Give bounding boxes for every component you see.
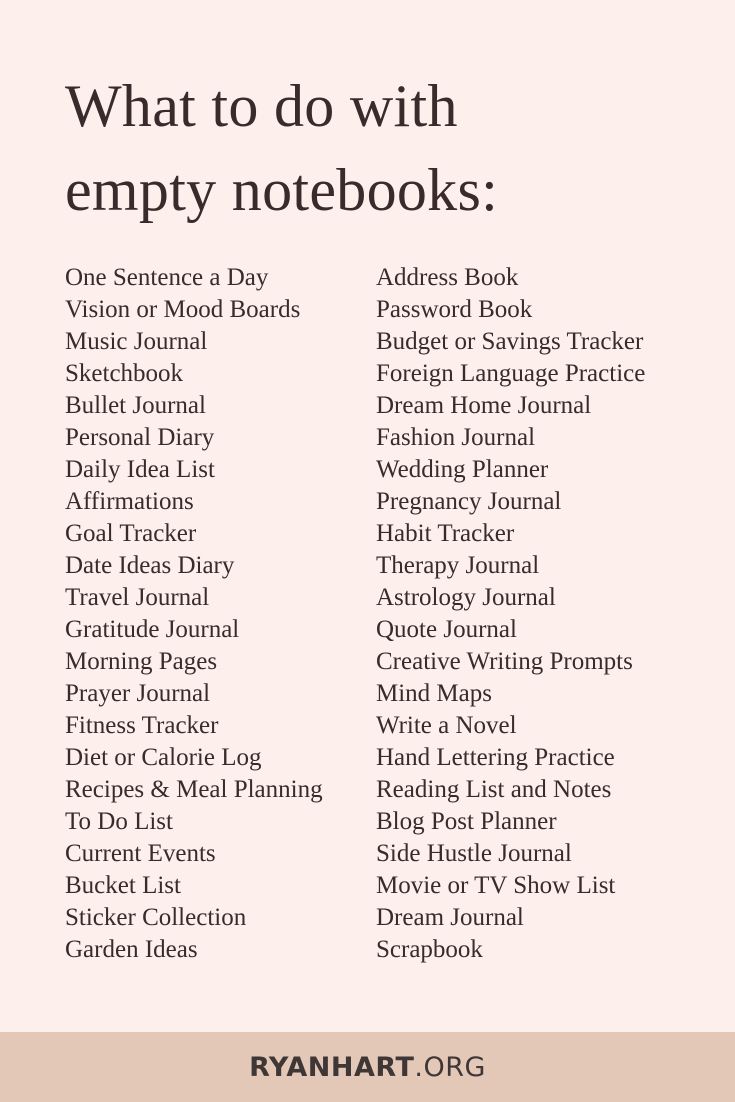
list-item: Budget or Savings Tracker [376,328,644,355]
list-item: Dream Journal [376,904,524,931]
list-item: Sticker Collection [65,904,247,931]
list-item: Bucket List [65,872,181,899]
list-item: Vision or Mood Boards [65,296,301,323]
list-item: Fashion Journal [376,424,536,451]
list-item: Blog Post Planner [376,808,557,835]
list-item: Therapy Journal [376,552,540,579]
list-item: Morning Pages [65,648,218,675]
list-item: Current Events [65,840,216,867]
list-item: Quote Journal [376,616,517,643]
list-item: Diet or Calorie Log [65,744,262,771]
list-item: One Sentence a Day [65,264,269,291]
list-item: Daily Idea List [65,456,215,483]
list-item: Address Book [376,264,519,291]
list-item: Recipes & Meal Planning [65,776,323,803]
list-item: Astrology Journal [376,584,556,611]
list-item: Hand Lettering Practice [376,744,615,771]
list-item: Creative Writing Prompts [376,648,633,675]
list-item: Sketchbook [65,360,184,387]
list-item: Password Book [376,296,533,323]
title-line-2: empty notebooks: [65,157,499,223]
list-item: Reading List and Notes [376,776,612,803]
list-item: Foreign Language Practice [376,360,646,387]
left-column-list [65,262,323,966]
list-item: Bullet Journal [65,392,206,419]
footer-tld: .ORG [414,1051,486,1083]
list-item: Wedding Planner [376,456,549,483]
list-item: Mind Maps [376,680,492,707]
list-item: Garden Ideas [65,936,198,963]
list-item: Gratitude Journal [65,616,240,643]
footer-brand: RYANHART [249,1051,415,1083]
page-title [65,64,705,232]
list-item: Habit Tracker [376,520,515,547]
right-column-list [376,262,645,966]
list-item: Scrapbook [376,936,483,963]
list-item: Affirmations [65,488,194,515]
list-item: Dream Home Journal [376,392,592,419]
list-item: Fitness Tracker [65,712,219,739]
list-item: Prayer Journal [65,680,211,707]
list-item: Personal Diary [65,424,215,451]
list-item: Movie or TV Show List [376,872,616,899]
title-line-1: What to do with [65,73,458,139]
list-item: Side Hustle Journal [376,840,572,867]
footer-banner [0,1032,735,1102]
list-item: Travel Journal [65,584,210,611]
list-item: Write a Novel [376,712,517,739]
list-item: To Do List [65,808,173,835]
list-item: Goal Tracker [65,520,197,547]
list-item: Pregnancy Journal [376,488,562,515]
list-item: Music Journal [65,328,208,355]
list-item: Date Ideas Diary [65,552,235,579]
